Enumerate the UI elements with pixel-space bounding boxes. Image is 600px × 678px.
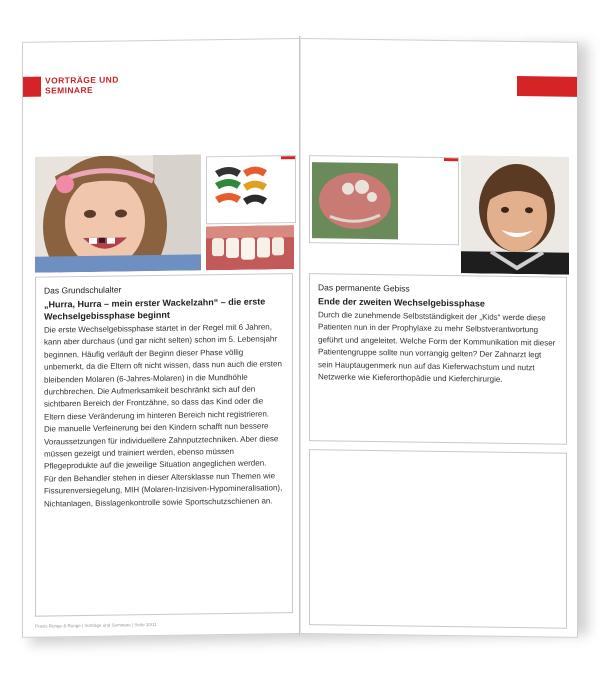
- section-heading: VORTRÄGE UND SEMINARE: [45, 74, 119, 96]
- text-box-permanentes-gebiss: [309, 273, 567, 445]
- presentation-slide-oral-photo: [309, 155, 459, 245]
- red-accent-bar-left: [23, 77, 41, 97]
- left-page: [22, 38, 300, 638]
- text-box-grundschulalter: [35, 273, 293, 617]
- photo-teeth-closeup: [206, 225, 294, 270]
- headline-wackelzahn: „Hurra, Hurra – mein erster Wackelzahn“ – die erste Wechselgebissphase beginnt: [44, 296, 266, 322]
- photo-smiling-boy: [461, 155, 569, 275]
- empty-text-box: [309, 449, 567, 629]
- right-page: [300, 38, 578, 638]
- headline-wechselgebissphase: Ende der zweiten Wechselgebissphase: [318, 296, 485, 309]
- body-paragraph-2: Die manuelle Verfeinerung bei den Kindern schafft nun bessere Voraussetzungen für individuellere Zahnputztechniken. Aber diese müssen gezeigt und trainiert werden, ebenso müssen Pflegeprodukte auf die jeweilige Situation angeglichen werden.: [44, 421, 279, 472]
- page-fold: [299, 36, 301, 636]
- page-footer: Praxis Runge & Runge | Vorträge und Seminare | Seite 10/11: [35, 621, 157, 629]
- presentation-slide-mouthguards: [206, 155, 296, 224]
- kicker-grundschulalter: Das Grundschulalter: [44, 284, 122, 296]
- kicker-permanentes-gebiss: Das permanente Gebiss: [318, 282, 410, 294]
- photo-girl-missing-teeth: [35, 154, 201, 272]
- red-accent-bar-right: [517, 76, 577, 97]
- slide-red-bar: [444, 158, 458, 161]
- body-paragraph-3: Für den Behandler stehen in dieser Altersklasse nun Themen wie Fissurenversiegelung, MIH (Molaren-Inzisiven-Hypomineralisation), Nichtanlagen, Bisslagenkontrolle sowie Sportschutzschienen an.: [44, 471, 283, 509]
- body-paragraph-right: Durch die zunehmende Selbstständigkeit der „Kids“ werde diese Patienten nun in der Prophylaxe zu mehr Selbstverantwortung geführt und angeleitet. Welche Form der Kommunikation mit dieser Patientengruppe sollte nun vorrangig gelten? Der Zahnarzt legt sein Hauptaugenmerk nun auf das Kieferwachstum und nutzt Netzwerke wie Kieferorthopädie und Kieferchirurgie.: [318, 310, 556, 384]
- body-paragraph-1: Die erste Wechselgebissphase startet in der Regel mit 6 Jahren, kann aber durchaus (und gar nicht selten) schon im 5. Lebensjahr beginnen. Häufig verläuft der Beginn dieser Phase völlig unbemerkt, da die Eltern oft nicht wissen, dass nun auch die ersten bleibenden Molaren (6-Jahres-Molaren) in die Mundhöhle durchbrechen. Die Aufmerksamkeit beschränkt sich auf den sichtbaren Bereich der Frontzähne, so dass das Kind oder die Eltern diese Veränderung im hinteren Bereich nicht registrieren.: [44, 322, 282, 422]
